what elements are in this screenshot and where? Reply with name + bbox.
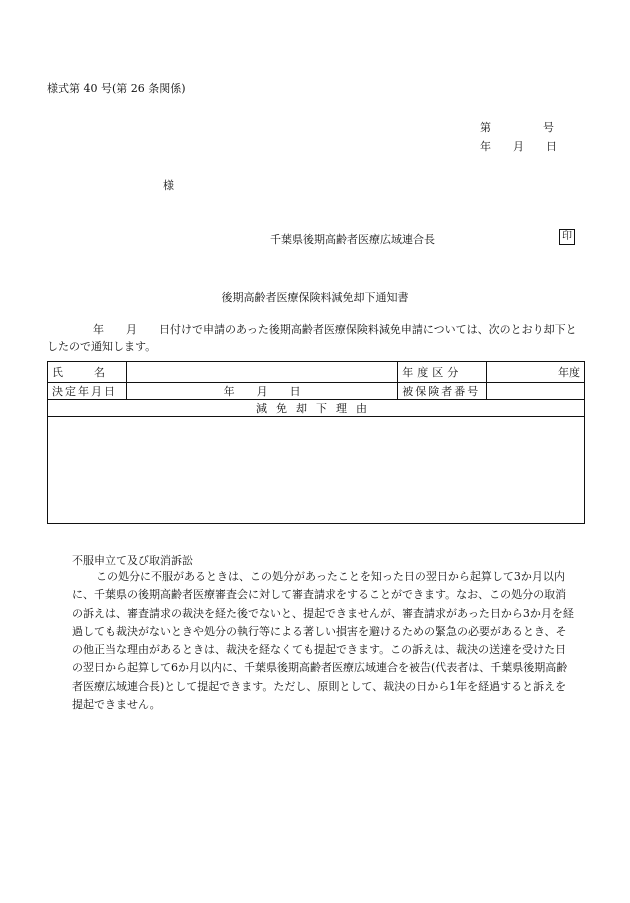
name-value xyxy=(127,362,398,383)
number-suffix: 号 xyxy=(543,121,554,134)
intro-paragraph xyxy=(47,321,585,355)
issue-date xyxy=(480,138,557,154)
table-row xyxy=(48,383,585,400)
seal-mark: 印 xyxy=(559,229,575,245)
form-id: 様式第 40 号(第 26 条関係) xyxy=(47,82,186,95)
intro-month: 月 xyxy=(126,323,137,336)
document-title: 後期高齢者医療保険料減免却下通知書 xyxy=(221,291,409,304)
appeal-body: この処分に不服があるときは、この処分があったことを知った日の翌日から起算して3か月以内に、千葉県の後期高齢者医療審査会に対して審査請求をすることができます。なお、この処分の取消の訴えは、審査請求の裁決を経た後でないと、提起できませんが、審査請求があった日から3か月を経過しても裁決がないときや処分の執行等による著しい損害を避けるための緊急の必要があるとき、その他正当な理由があるときは、裁決を経なくても提起できます。この訴えは、裁決の送達を受けた日の翌日から起算して6か月以内に、千葉県後期高齢者医療広域連合を被告(代表者は、千葉県後期高齢者医療広域連合長)として提起できます。ただし、原則として、裁決の日から1年を経過すると訴えを提起できません。 xyxy=(72,570,574,712)
insured-number-label: 被保険者番号 xyxy=(398,383,487,400)
details-table xyxy=(47,361,585,524)
date-day: 日 xyxy=(546,140,557,153)
intro-text: 日付けで申請のあった後期高齢者医療保険料減免申請については、次のとおり却下としたので通知します。 xyxy=(47,323,577,353)
document-number xyxy=(480,119,554,135)
addressee-suffix: 様 xyxy=(163,179,174,192)
reason-body xyxy=(48,417,585,524)
reason-header: 減免却下理由 xyxy=(48,400,585,417)
fiscal-label: 年度区分 xyxy=(398,362,487,383)
name-label: 氏 名 xyxy=(48,362,127,383)
appeal-heading: 不服申立て及び取消訴訟 xyxy=(72,554,193,567)
fiscal-value: 年度 xyxy=(487,362,585,383)
decision-date-value: 年 月 日 xyxy=(127,383,398,400)
intro-year: 年 xyxy=(93,323,104,336)
table-row xyxy=(48,417,585,524)
table-row xyxy=(48,362,585,383)
number-prefix: 第 xyxy=(480,121,491,134)
insured-number-value xyxy=(487,383,585,400)
date-year: 年 xyxy=(480,140,491,153)
date-month: 月 xyxy=(513,140,524,153)
issuer-name: 千葉県後期高齢者医療広域連合長 xyxy=(270,233,435,246)
table-row xyxy=(48,400,585,417)
decision-date-label: 決定年月日 xyxy=(48,383,127,400)
